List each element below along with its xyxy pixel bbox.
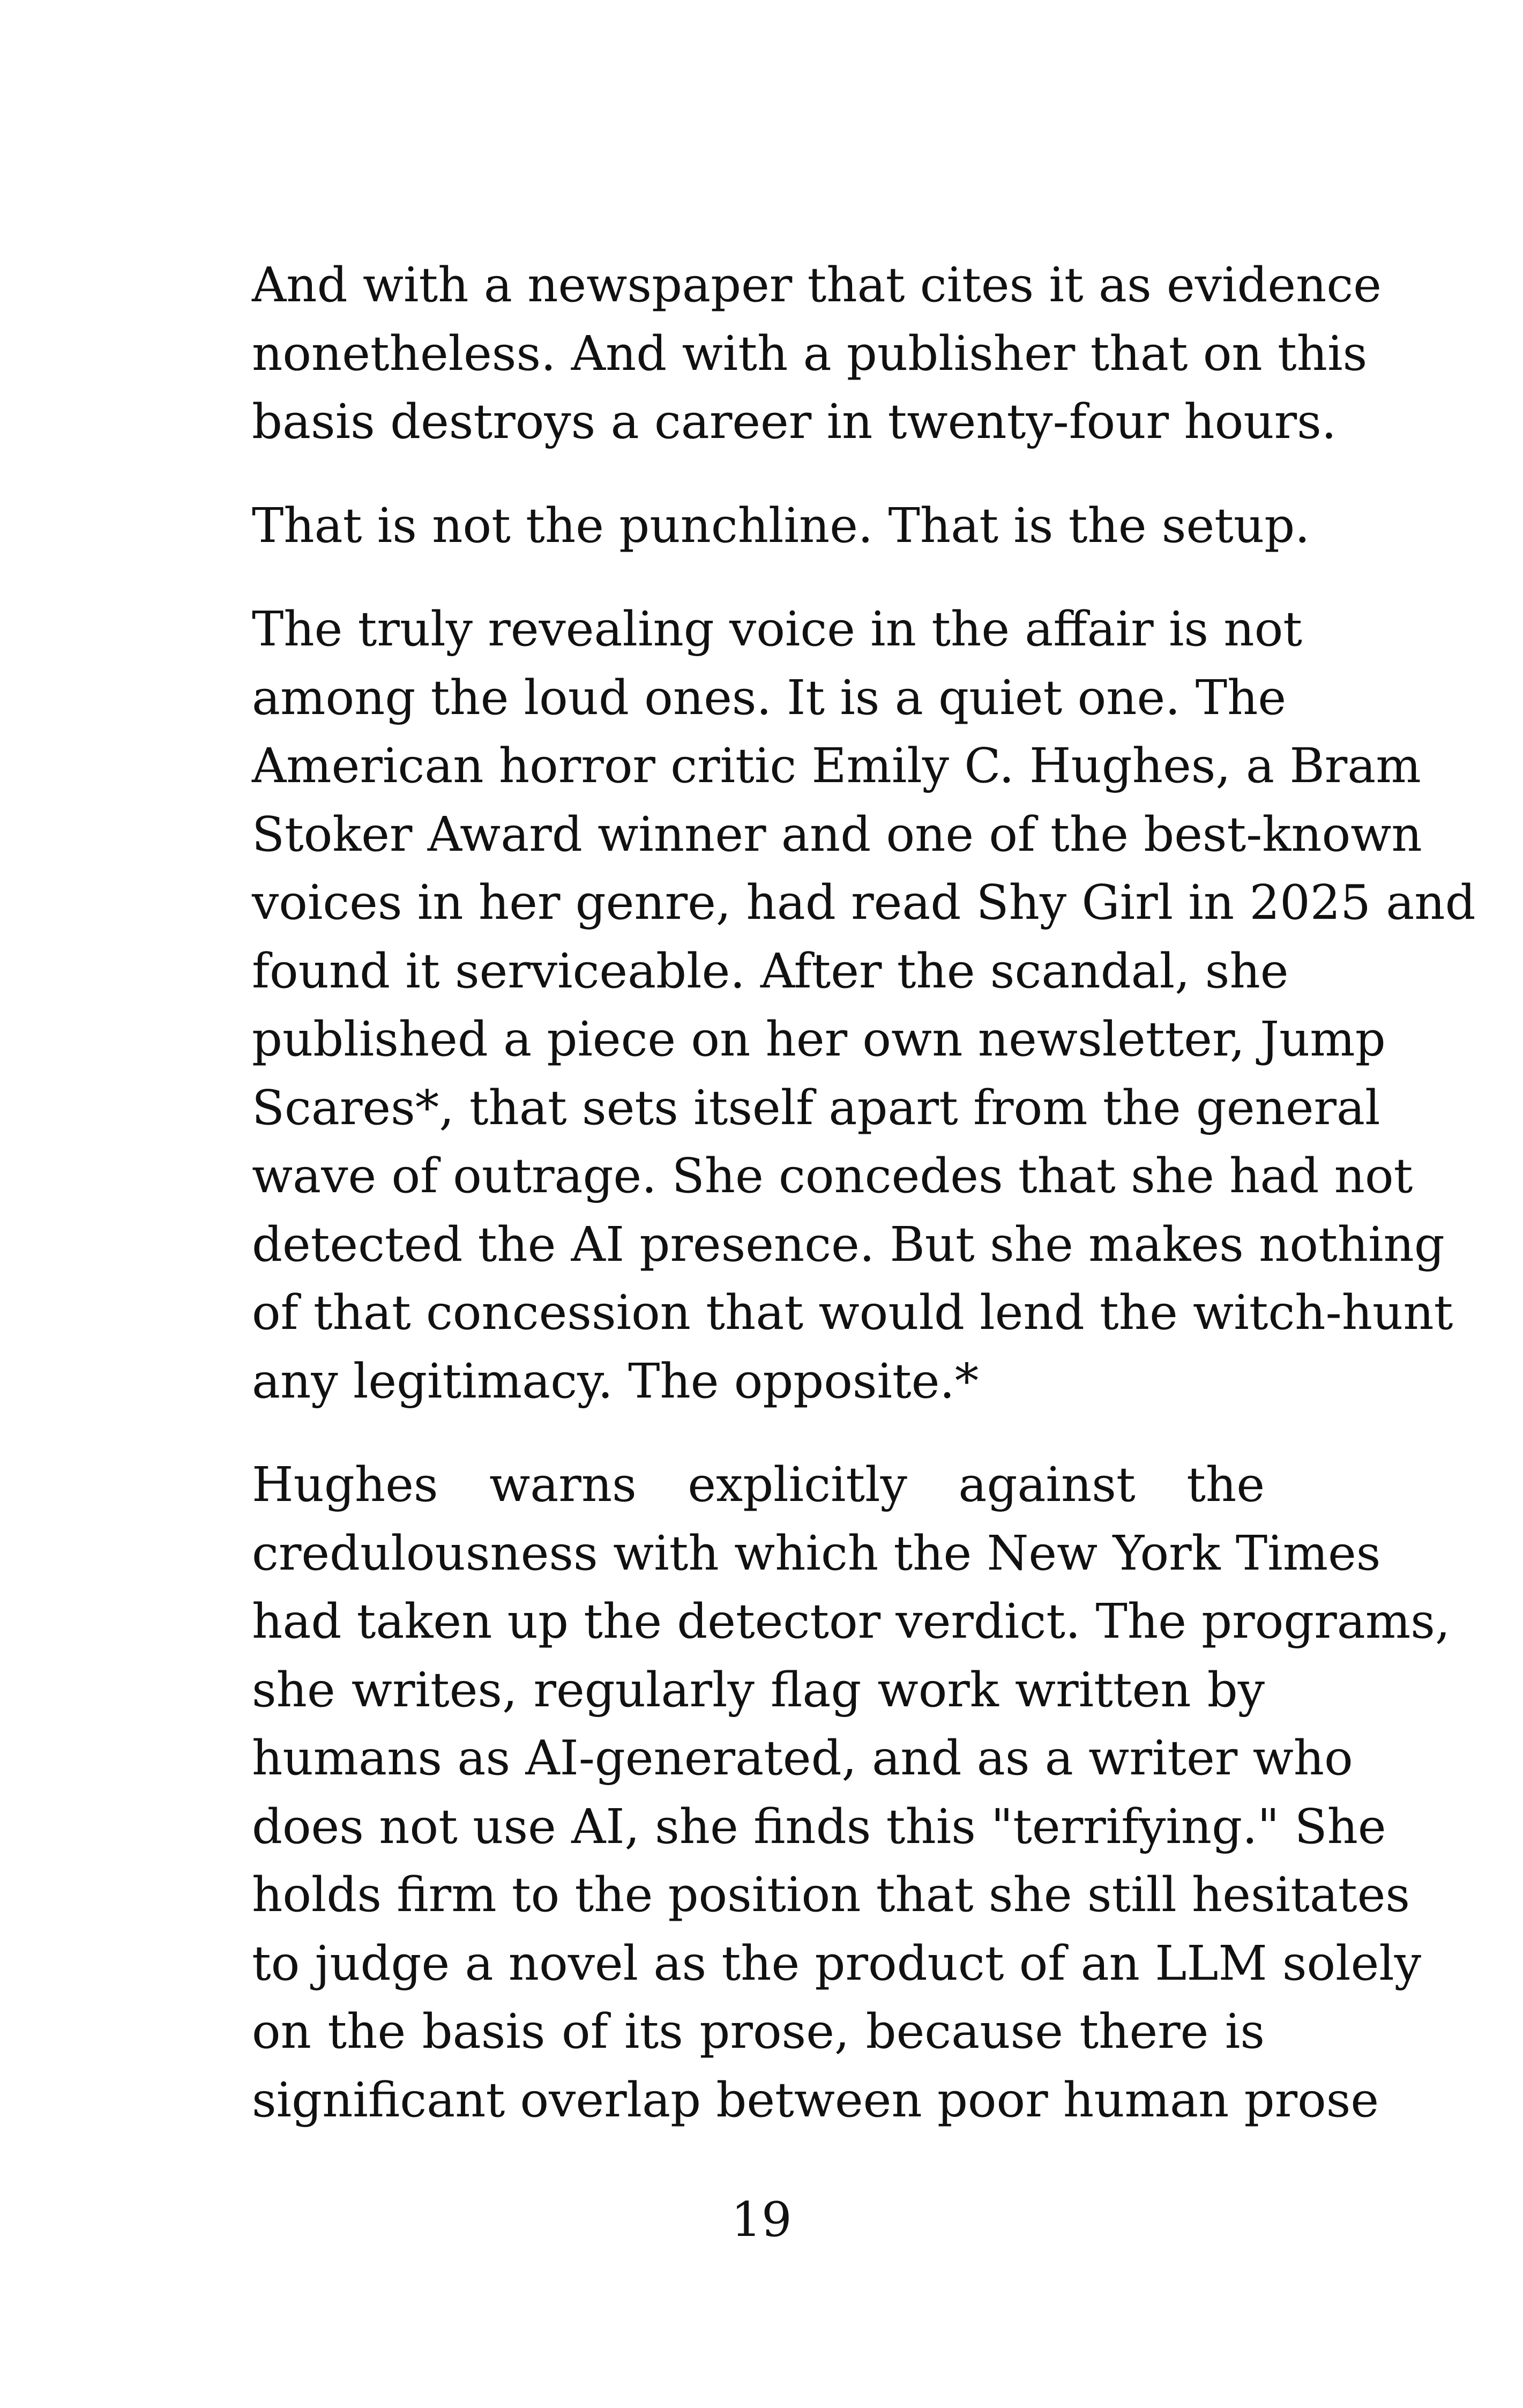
text-line: any legitimacy. The opposite.* [252,1352,979,1409]
text-line: Scares*, that sets itself apart from the general [252,1079,1380,1135]
text-line: found it serviceable. After the scandal, she [252,942,1289,999]
text-line: among the loud ones. It is a quiet one. The [252,669,1287,725]
text-line: And with a newspaper that cites it as evidence [252,257,1382,313]
text-line: nonetheless. And with a publisher that on this [252,325,1368,381]
body-text [252,251,1476,2134]
text-line: The truly revealing voice in the affair is not [252,601,1303,657]
text-line: humans as AI-generated, and as a writer who [252,1730,1353,1786]
text-line: significant overlap between poor human prose [252,2071,1379,2128]
text-line: basis destroys a career in twenty-four hours. [252,393,1337,449]
page-number: 19 [731,2191,792,2247]
text-line: wave of outrage. She concedes that she had not [252,1148,1413,1203]
text-line: of that concession that would lend the witch-hunt [252,1284,1453,1340]
text-line: had taken up the detector verdict. The programs, [252,1593,1451,1649]
text-line: That is not the punchline. That is the setup. [252,497,1310,553]
paragraph [252,1451,1451,2134]
text-line: detected the AI presence. But she makes nothing [252,1216,1445,1272]
text-line: does not use AI, she finds this "terrifying." She [252,1798,1386,1854]
text-line: to judge a novel as the product of an LLM solely [252,1935,1422,1991]
paragraph-spacing [252,560,1265,595]
paragraph-spacing [252,1415,1265,1451]
text-line: holds firm to the position that she still hesitates [252,1867,1410,1922]
text-line: Hughes warns explicitly against the [252,1456,1265,1512]
text-line: published a piece on her own newsletter, Jump [252,1011,1386,1067]
text-line: she writes, regularly flag work written by [252,1661,1265,1718]
text-line: credulousness with which the New York Times [252,1525,1381,1581]
paragraph [252,492,1310,560]
paragraph [252,595,1476,1415]
text-line: voices in her genre, had read Shy Girl in 2025 and [252,874,1476,930]
text-line: on the basis of its prose, because there is [252,2003,1265,2059]
text-line: American horror critic Emily C. Hughes, a Bram [252,738,1421,793]
text-line: Stoker Award winner and one of the best-known [252,806,1422,862]
paragraph [252,251,1382,456]
paragraph-spacing [252,456,1265,492]
